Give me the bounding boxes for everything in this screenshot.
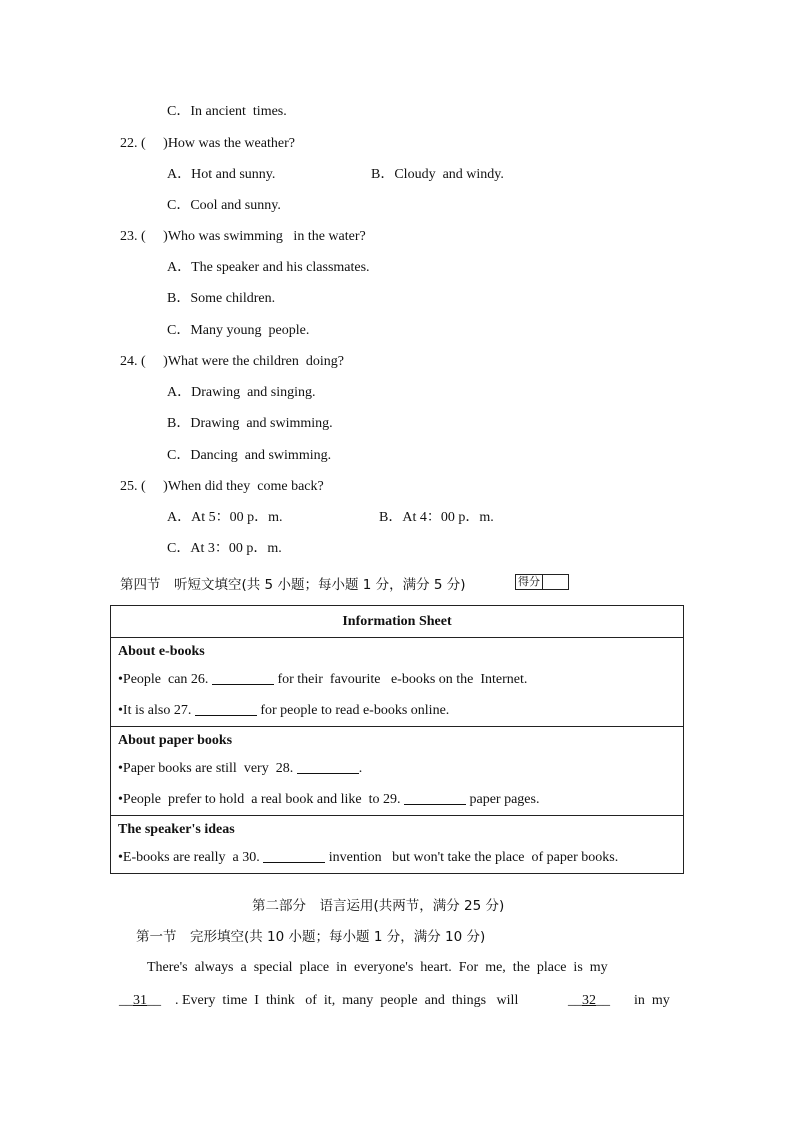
- q24-option-c: C．Dancing and swimming.: [167, 448, 332, 463]
- q24-option-b: B．Drawing and swimming.: [167, 416, 333, 431]
- q23-stem: 23. ( )Who was swimming in the water?: [120, 229, 366, 244]
- q25-option-b: B．At 4：00 p．m.: [379, 510, 494, 525]
- q22-stem: 22. ( )How was the weather?: [120, 136, 295, 151]
- information-sheet-table: [110, 605, 684, 874]
- q23-option-c: C．Many young people.: [167, 323, 310, 338]
- q24-option-a: A．Drawing and singing.: [167, 385, 316, 400]
- paper-books-section: [111, 727, 684, 816]
- q23-option-a: A．The speaker and his classmates.: [167, 260, 370, 275]
- q22-option-a: A．Hot and sunny.: [167, 167, 276, 182]
- ebooks-line-2: •It is also 27. for people to read e-books online.: [118, 703, 450, 718]
- section4-title: 第四节 听短文填空(共 5 小题；每小题 1 分，满分 5 分): [120, 577, 466, 593]
- blank-31[interactable]: __31__: [119, 993, 161, 1008]
- ideas-line-1: •E-books are really a 30. invention but won't take the place of paper books.: [118, 850, 619, 865]
- q24-stem: 24. ( )What were the children doing?: [120, 354, 344, 369]
- part2-title: 第二部分 语言运用(共两节，满分 25 分): [252, 898, 505, 914]
- blank-29[interactable]: [404, 790, 466, 805]
- passage-line-2-end: in my: [634, 993, 670, 1008]
- ebooks-header: About e-books: [118, 644, 205, 659]
- passage-line-2: . Every time I think of it, many people and things will: [175, 993, 519, 1008]
- q22-option-c: C．Cool and sunny.: [167, 198, 281, 213]
- paper-books-header: About paper books: [118, 733, 233, 748]
- paper-line-1: •Paper books are still very 28. .: [118, 761, 363, 776]
- ebooks-line-1: •People can 26. for their favourite e-books on the Internet.: [118, 672, 528, 687]
- q25-option-c: C．At 3：00 p．m.: [167, 541, 282, 556]
- q25-option-a: A．At 5：00 p．m.: [167, 510, 283, 525]
- passage-line-1: There's always a special place in everyone's heart. For me, the place is my: [147, 960, 608, 975]
- q21-option-c: C．In ancient times.: [167, 104, 287, 119]
- ebooks-section: [111, 638, 684, 727]
- speaker-ideas-header: The speaker's ideas: [118, 822, 235, 837]
- speaker-ideas-section: [111, 816, 684, 874]
- score-box: [515, 574, 569, 590]
- part2-section1-title: 第一节 完形填空(共 10 小题；每小题 1 分，满分 10 分): [136, 929, 486, 945]
- q23-option-b: B．Some children.: [167, 291, 276, 306]
- info-sheet-title: Information Sheet: [111, 606, 684, 638]
- blank-32[interactable]: __32__: [568, 993, 610, 1008]
- blank-27[interactable]: [195, 701, 257, 716]
- paper-line-2: •People prefer to hold a real book and like to 29. paper pages.: [118, 792, 540, 807]
- blank-26[interactable]: [212, 670, 274, 685]
- blank-30[interactable]: [263, 848, 325, 863]
- blank-28[interactable]: [297, 759, 359, 774]
- q25-stem: 25. ( )When did they come back?: [120, 479, 324, 494]
- q22-option-b: B．Cloudy and windy.: [371, 167, 504, 182]
- score-label: 得分: [518, 575, 543, 589]
